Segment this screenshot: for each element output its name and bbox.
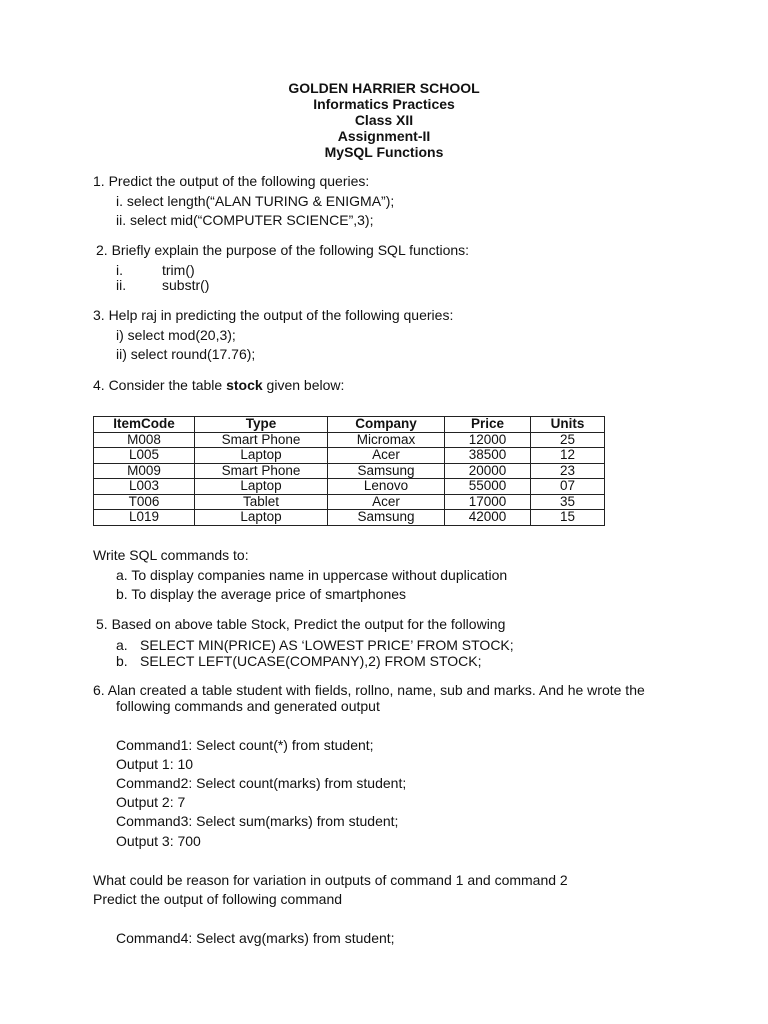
table-cell: Acer (328, 448, 445, 464)
question-1-item: ii. select mid(“COMPUTER SCIENCE”,3); (116, 212, 374, 228)
table-cell: 07 (531, 479, 605, 495)
question-4-prefix: 4. Consider the table (93, 377, 227, 393)
table-cell: Samsung (328, 510, 445, 526)
table-cell: Laptop (195, 448, 328, 464)
item-number: b. (116, 653, 128, 669)
question-2-item (116, 276, 209, 294)
table-header-row (94, 417, 605, 433)
table-cell: 17000 (445, 494, 531, 510)
stock-table (93, 416, 605, 526)
question-4-item: a. To display companies name in uppercase without duplication (116, 567, 508, 583)
table-cell: Tablet (195, 494, 328, 510)
item-text: SELECT LEFT(UCASE(COMPANY),2) FROM STOCK; (140, 653, 482, 669)
table-cell: 12000 (445, 432, 531, 448)
command-line: Command4: Select avg(marks) from student; (116, 930, 395, 946)
item-number: ii. (116, 277, 127, 293)
item-text: substr() (162, 277, 210, 293)
table-cell: 42000 (445, 510, 531, 526)
question-4-suffix: given below: (262, 377, 345, 393)
question-1: 1. Predict the output of the following queries: (93, 173, 370, 189)
table-cell: Samsung (328, 463, 445, 479)
table-cell: 12 (531, 448, 605, 464)
table-row (94, 463, 605, 479)
command-line: Command1: Select count(*) from student; (116, 737, 374, 753)
question-4-item: b. To display the average price of smartphones (116, 586, 407, 602)
item-text: SELECT MIN(PRICE) AS ‘LOWEST PRICE’ FROM STOCK; (140, 637, 514, 653)
table-cell: M009 (94, 463, 195, 479)
table-name: stock (226, 377, 263, 393)
question-2: 2. Briefly explain the purpose of the following SQL functions: (96, 242, 470, 258)
predict-output-question: Predict the output of following command (93, 891, 343, 907)
subject-title: Informatics Practices (313, 96, 455, 112)
table-cell: Acer (328, 494, 445, 510)
variation-question: What could be reason for variation in outputs of command 1 and command 2 (93, 872, 568, 888)
table-cell: Micromax (328, 432, 445, 448)
table-cell: 25 (531, 432, 605, 448)
command-line: Command2: Select count(marks) from student; (116, 775, 407, 791)
table-row (94, 494, 605, 510)
question-1-item: i. select length(“ALAN TURING & ENIGMA”); (116, 193, 395, 209)
table-cell: 20000 (445, 463, 531, 479)
table-cell: L005 (94, 448, 195, 464)
table-cell: 15 (531, 510, 605, 526)
table-row (94, 479, 605, 495)
question-3-item: ii) select round(17.76); (116, 346, 256, 362)
output-line: Output 1: 10 (116, 756, 194, 772)
question-6: 6. Alan created a table student with fields, rollno, name, sub and marks. And he wrote the (93, 682, 645, 698)
table-row (94, 432, 605, 448)
question-6-continued: following commands and generated output (116, 698, 380, 714)
table-cell: 23 (531, 463, 605, 479)
table-row (94, 448, 605, 464)
table-cell: M008 (94, 432, 195, 448)
column-header: Price (445, 417, 531, 433)
table-cell: L003 (94, 479, 195, 495)
class-title: Class XII (354, 112, 414, 128)
column-header: Type (195, 417, 328, 433)
document-header (0, 80, 768, 160)
command-line: Command3: Select sum(marks) from student; (116, 813, 399, 829)
table-cell: Smart Phone (195, 432, 328, 448)
output-line: Output 3: 700 (116, 833, 201, 849)
column-header: Units (531, 417, 605, 433)
table-cell: Laptop (195, 479, 328, 495)
table-cell: 55000 (445, 479, 531, 495)
table-cell: L019 (94, 510, 195, 526)
table-row (94, 510, 605, 526)
table-cell: Lenovo (328, 479, 445, 495)
column-header: ItemCode (94, 417, 195, 433)
item-number: i. (116, 262, 123, 278)
column-header: Company (328, 417, 445, 433)
question-3-item: i) select mod(20,3); (116, 327, 236, 343)
table-cell: 35 (531, 494, 605, 510)
write-sql-heading: Write SQL commands to: (93, 547, 249, 563)
item-number: a. (116, 637, 128, 653)
question-4 (93, 376, 344, 394)
question-5-item (116, 652, 482, 670)
item-text: trim() (162, 262, 195, 278)
table-cell: Smart Phone (195, 463, 328, 479)
assignment-title: Assignment-II (337, 128, 431, 144)
output-line: Output 2: 7 (116, 794, 186, 810)
table-cell: Laptop (195, 510, 328, 526)
table-cell: 38500 (445, 448, 531, 464)
table-cell: T006 (94, 494, 195, 510)
topic-title: MySQL Functions (324, 144, 444, 160)
question-5: 5. Based on above table Stock, Predict the output for the following (96, 616, 506, 632)
question-3: 3. Help raj in predicting the output of the following queries: (93, 307, 454, 323)
school-name: GOLDEN HARRIER SCHOOL (288, 80, 480, 96)
